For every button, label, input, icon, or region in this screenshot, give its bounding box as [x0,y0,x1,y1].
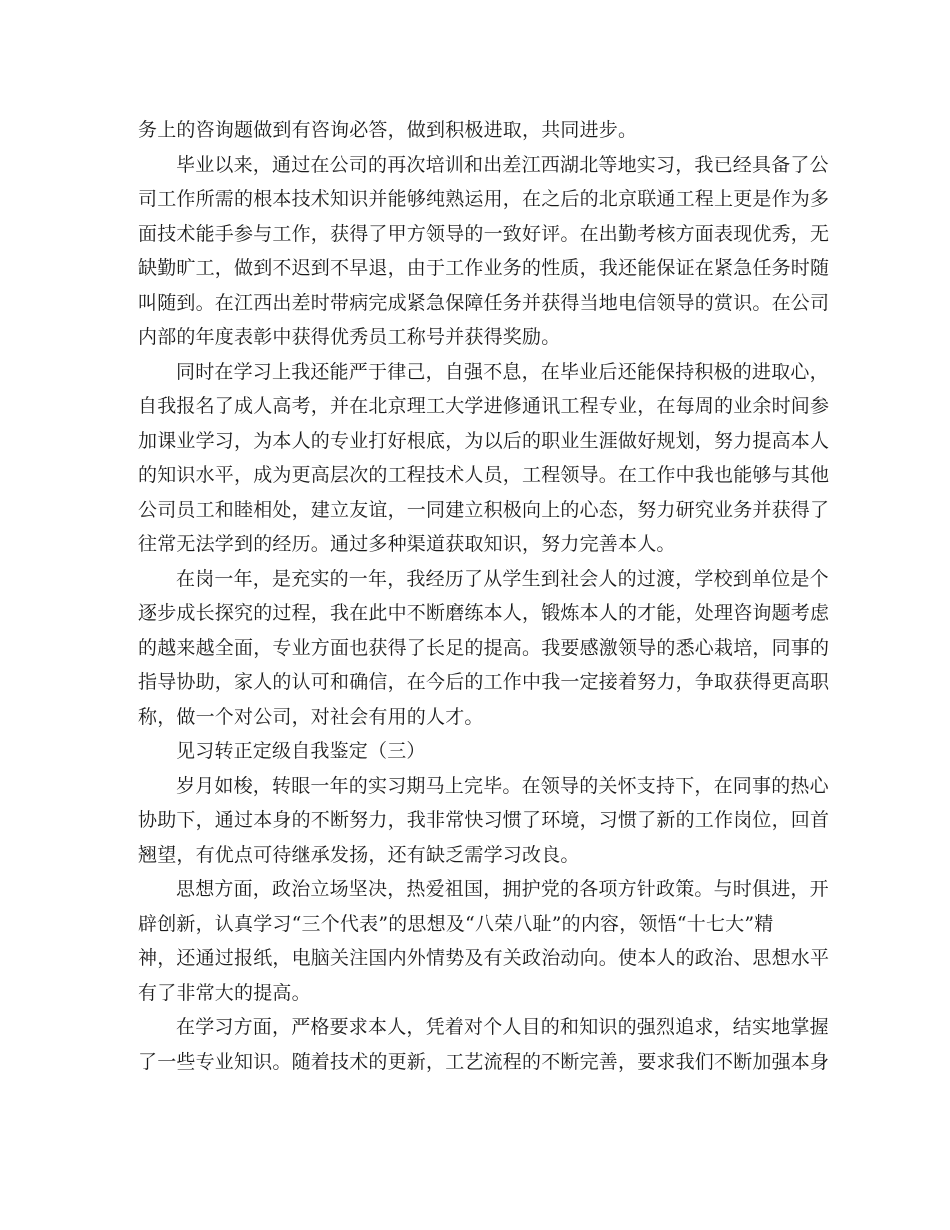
document-body [138,113,830,1079]
document-line: 往常无法学到的经历。通过多种渠道获取知识，努力完善本人。 [138,533,676,555]
document-line: 逐步成长探究的过程，我在此中不断磨练本人，锻炼本人的才能，处理咨询题考虑 [138,602,830,624]
document-line: 内部的年度表彰中获得优秀员工称号并获得奖励。 [138,326,561,348]
document-line: 叫随到。在江西出差时带病完成紧急保障任务并获得当地电信领导的赏识。在公司 [138,291,830,314]
document-line: 了一些专业知识。随着技术的更新，工艺流程的不断完善，要求我们不断加强本身 [138,1050,830,1073]
document-line: 加课业学习，为本人的专业打好根底，为以后的职业生涯做好规划，努力提高本人 [138,429,830,452]
document-line: 在学习方面，严格要求本人，凭着对个人目的和知识的强烈追求，结实地掌握 [176,1016,829,1038]
document-line: 称，做一个对公司，对社会有用的人才。 [138,705,484,728]
document-line: 面技术能手参与工作，获得了甲方领导的一致好评。在出勤考核方面表现优秀，无 [138,222,830,245]
document-line: 公司员工和睦相处，建立友谊，一同建立积极向上的心态，努力研究业务并获得了 [138,498,830,521]
document-line: 在岗一年，是充实的一年，我经历了从学生到社会人的过渡，学校到单位是个 [176,567,829,590]
document-line: 的知识水平，成为更高层次的工程技术人员，工程领导。在工作中我也能够与其他 [138,464,830,486]
document-line: 有了非常大的提高。 [138,981,311,1004]
document-line: 辟创新，认真学习“三个代表”的思想及“八荣八耻”的内容，领悟“十七大”精 [138,912,774,935]
document-line: 务上的咨询题做到有咨询必答，做到积极进取，共同进步。 [138,119,638,141]
document-line: 的越来越全面，专业方面也获得了长足的提高。我要感激领导的悉心栽培，同事的 [138,636,830,659]
document-line: 缺勤旷工，做到不迟到不早退，由于工作业务的性质，我还能保证在紧急任务时随 [138,257,830,279]
document-line: 翘望，有优点可待继承发扬，还有缺乏需学习改良。 [138,843,580,866]
document-line: 司工作所需的根本技术知识并能够纯熟运用，在之后的北京联通工程上更是作为多 [138,188,830,210]
document-line: 毕业以来，通过在公司的再次培训和出差江西湖北等地实习，我已经具备了公 [176,153,829,176]
document-line: 见习转正定级自我鉴定（三） [176,740,426,762]
document-line: 思想方面，政治立场坚决，热爱祖国，拥护党的各项方针政策。与时俱进，开 [176,878,829,900]
document-line: 同时在学习上我还能严于律己，自强不息，在毕业后还能保持积极的进取心， [176,360,829,383]
document-line: 岁月如梭，转眼一年的实习期马上完毕。在领导的关怀支持下，在同事的热心 [176,774,829,797]
document-line: 自我报名了成人高考，并在北京理工大学进修通讯工程专业，在每周的业余时间参 [138,395,830,417]
document-line: 协助下，通过本身的不断努力，我非常快习惯了环境，习惯了新的工作岗位，回首 [138,809,830,831]
document-line: 神，还通过报纸，电脑关注国内外情势及有关政治动向。使本人的政治、思想水平 [138,947,830,969]
document-line: 指导协助，家人的认可和确信，在今后的工作中我一定接着努力，争取获得更高职 [138,671,830,693]
